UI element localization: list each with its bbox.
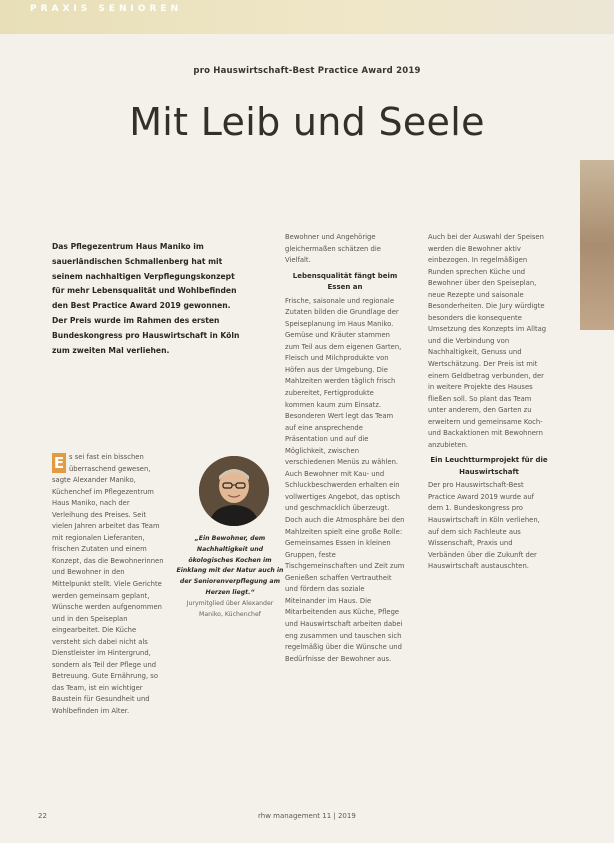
body-column-3 <box>428 232 550 573</box>
portrait-photo <box>199 456 269 526</box>
subheading: Ein Leuchtturmprojekt für die Hauswirtschaft <box>430 456 548 476</box>
magazine-name: rhw management 11 | 2019 <box>258 812 356 820</box>
article-kicker: pro Hauswirtschaft-Best Practice Award 2019 <box>193 66 421 76</box>
pull-quote <box>175 534 285 620</box>
section-label: PRAXIS SENIOREN <box>30 4 183 14</box>
body-column-1 <box>52 452 164 718</box>
body-text: Bewohner und Angehörige gleichermaßen schätzen die Vielfalt. <box>285 233 381 265</box>
quote-text: „Ein Bewohner, dem Nachhaltigkeit und ökologisches Kochen im Einklang mit der Natur auch in der Seniorenverpflegung am Herzen liegt.“ <box>176 535 284 596</box>
subheading: Lebensqualität fängt beim Essen an <box>292 271 398 292</box>
article-title: Mit Leib und Seele <box>129 100 485 144</box>
body-column-2 <box>285 232 405 665</box>
quote-source: Jurymitglied über Alexander Maniko, Küchenchef <box>186 599 274 618</box>
edge-photo <box>580 160 614 330</box>
body-text: Der pro Hauswirtschaft-Best Practice Award 2019 wurde auf dem 1. Bundeskongress pro Hauswirtschaft in Köln verliehen, auf dem sich Fachleute aus Wissenschaft, Praxis und Verbänden über die Zukunft der Hauswirtschaft austauschten. <box>428 481 540 571</box>
body-text: Frische, saisonale und regionale Zutaten bilden die Grundlage der Speiseplanung im Haus Maniko. Gemüse und Kräuter stammen zum Teil aus dem eigenen Garten, Fleisch und Milchprodukte von Höfen aus der Umgebung. Die Mahlzeiten werden täglich frisch zubereitet, Fertigprodukte kommen kaum zum Einsatz. Besonderen Wert legt das Team auf eine ansprechende Präsentation und auf die Möglichkeit, zwischen verschiedenen Menüs zu wählen. Auch Bewohner mit Kau- und Schluckbeschwerden erhalten ein vollwertiges Angebot, das optisch und geschmacklich überzeugt. Doch auch die Atmosphäre bei den Mahlzeiten spielt eine große Rolle: Gemeinsames Essen in kleinen Gruppen, feste Tischgemeinschaften und Zeit zum Genießen schaffen Vertrautheit und fördern das soziale Miteinander im Haus. Die Mitarbeitenden aus Küche, Pflege und Hauswirtschaft arbeiten dabei eng zusammen und tauschen sich regelmäßig über die Wünsche und Bedürfnisse der Bewohner aus. <box>285 296 405 663</box>
body-text: s sei fast ein bisschen überraschend gewesen, sagte Alexander Maniko, Küchenchef im Pflegezentrum Haus Maniko, nach der Verleihung des Preises. Seit vielen Jahren arbeitet das Team mit regionalen Lieferanten, frischen Zutaten und einem Konzept, das die Bewohnerinnen und Bewohner in den Mittelpunkt stellt. Viele Gerichte werden gemeinsam geplant, Wünsche werden aufgenommen und in den Speiseplan eingearbeitet. Die Küche versteht sich dabei nicht als Dienstleister im Hintergrund, sondern als Teil der Pflege und Betreuung. Gute Ernährung, so das Team, ist ein wichtiger Baustein für Gesundheit und Wohlbefinden im Alter. <box>52 453 164 716</box>
person-portrait-icon <box>199 456 269 526</box>
drop-cap: E <box>53 454 65 472</box>
top-band <box>0 0 614 34</box>
article-lead: Das Pflegezentrum Haus Maniko im sauerländischen Schmallenberg hat mit seinem nachhaltigen Verpflegungskonzept für mehr Lebensqualität und Wohlbefinden den Best Practice Award 2019 gewonnen. Der Preis wurde im Rahmen des ersten Bundeskongress pro Hauswirtschaft in Köln zum zweiten Mal verliehen. <box>52 242 240 355</box>
body-text: Auch bei der Auswahl der Speisen werden die Bewohner aktiv einbezogen. In regelmäßigen Runden sprechen Küche und Bewohner über den Speiseplan, neue Rezepte und saisonale Besonderheiten. Die Jury würdigte besonders die konsequente Umsetzung des Konzepts im Alltag und die Verbindung von Nachhaltigkeit, Genuss und Wertschätzung. Der Preis ist mit einem Geldbetrag verbunden, der in weitere Projekte des Hauses fließen soll. So plant das Team unter anderem, den Garten zu erweitern und gemeinsame Koch- und Backaktionen mit Bewohnern anzubieten. <box>428 233 547 449</box>
page-number: 22 <box>38 812 47 820</box>
